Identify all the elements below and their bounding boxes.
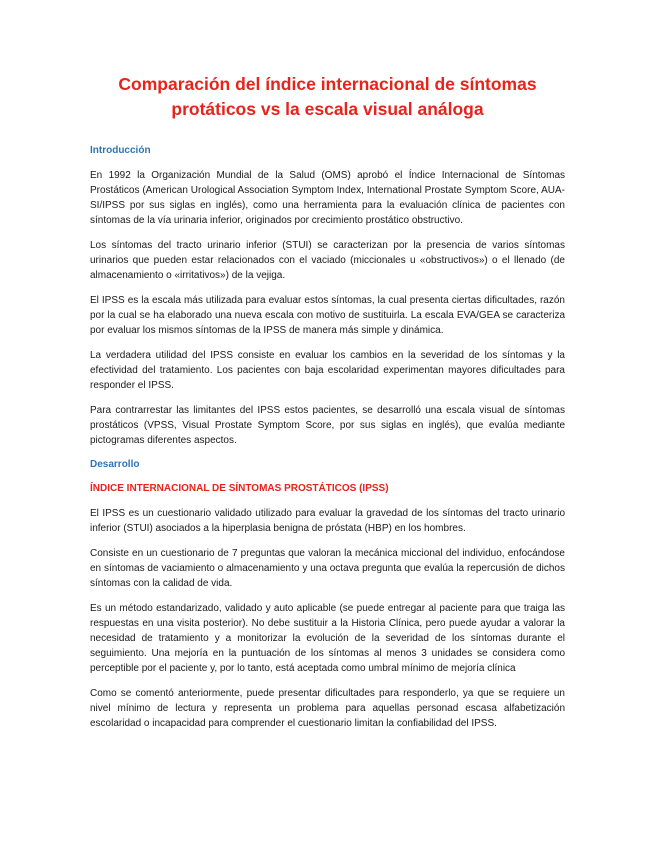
title-line-1: Comparación del índice internacional de síntomas — [118, 74, 537, 94]
title-line-2: protáticos vs la escala visual análoga — [171, 99, 484, 119]
ipss-paragraph: Consiste en un cuestionario de 7 preguntas que valoran la mecánica miccional del individuo, enfocándose en síntomas de vaciamiento o almacenamiento y una octava pregunta que evalúa la repercusión de dichos síntomas con la calidad de vida. — [90, 548, 565, 589]
ipss-paragraph: El IPSS es un cuestionario validado utilizado para evaluar la gravedad de los síntomas del tracto urinario inferior (STUI) asociados a la hiperplasia benigna de próstata (HBP) en los hombres. — [90, 508, 565, 534]
intro-paragraph: La verdadera utilidad del IPSS consiste en evaluar los cambios en la severidad de los síntomas y la efectividad del tratamiento. Los pacientes con baja escolaridad experimentan mayores dificultades para responder el IPSS. — [90, 350, 565, 391]
ipss-paragraph: Como se comentó anteriormente, puede presentar dificultades para responderlo, ya que se requiere un nivel mínimo de lectura y representa un problema para aquellas personad escasa alfabetización escolaridad o incapacidad para comprender el cuestionario limitan la confiabilidad del IPSS. — [90, 688, 565, 729]
development-heading: Desarrollo — [90, 459, 140, 470]
intro-paragraph: El IPSS es la escala más utilizada para evaluar estos síntomas, la cual presenta ciertas dificultades, razón por la cual se ha elaborado una nueva escala con motivo de sustituirla. La escala EVA/GEA se caracteriza por evaluar los mismos síntomas de la IPSS de manera más simple y dinámica. — [90, 295, 565, 336]
intro-paragraph: En 1992 la Organización Mundial de la Salud (OMS) aprobó el Índice Internacional de Síntomas Prostáticos (American Urological Association Symptom Index, International Prostate Symptom Score, AUA-SI/IPSS por sus siglas en inglés), como una herramienta para la evaluación clínica de pacientes con síntomas de la vía urinaria inferior, originados por crecimiento prostático obstructivo. — [90, 170, 565, 226]
document-title — [90, 72, 565, 122]
intro-paragraph: Los síntomas del tracto urinario inferior (STUI) se caracterizan por la presencia de varios síntomas urinarios que pueden estar relacionados con el vaciado (miccionales u «obstructivos») o el llenado (de almacenamiento o «irritativos») de la vejiga. — [90, 240, 565, 281]
ipss-heading: ÍNDICE INTERNACIONAL DE SÍNTOMAS PROSTÁTICOS (IPSS) — [90, 483, 389, 494]
intro-heading: Introducción — [90, 145, 151, 156]
ipss-paragraph: Es un método estandarizado, validado y auto aplicable (se puede entregar al paciente para que traiga las respuestas en una visita posterior). No debe sustituir a la Historia Clínica, pero puede ayudar a valorar la necesidad de tratamiento y a monitorizar la evolución de la severidad de los síntomas durante el seguimiento. Una mejoría en la puntuación de los síntomas al menos 3 unidades se considera como perceptible por el paciente y, por lo tanto, está aceptada como umbral mínimo de mejoría clínica — [90, 603, 565, 674]
intro-paragraph: Para contrarrestar las limitantes del IPSS estos pacientes, se desarrolló una escala visual de síntomas prostáticos (VPSS, Visual Prostate Symptom Score, por sus siglas en inglés), que evalúa mediante pictogramas diferentes aspectos. — [90, 405, 565, 446]
document-page — [90, 72, 565, 741]
